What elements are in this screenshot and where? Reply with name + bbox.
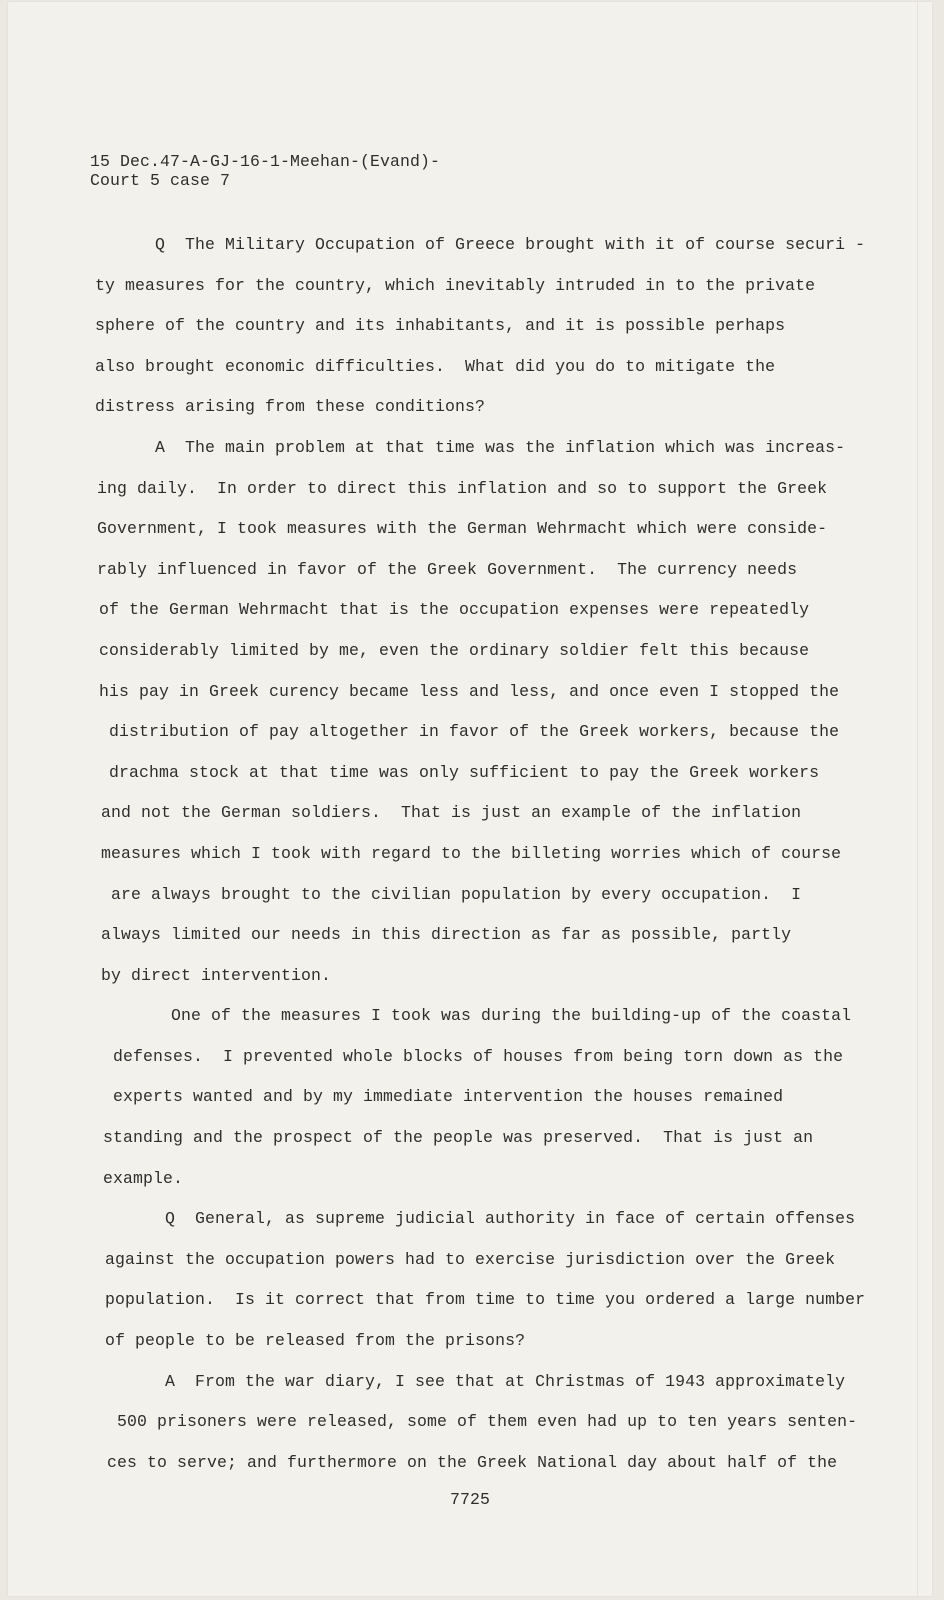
text-line: drachma stock at that time was only sufficient to pay the Greek workers xyxy=(99,762,820,782)
document-body xyxy=(95,235,895,1493)
text-line: and not the German soldiers. That is just an example of the inflation xyxy=(101,803,802,823)
text-line: also brought economic difficulties. What did you do to mitigate the xyxy=(95,356,776,376)
text-line: measures which I took with regard to the billeting worries which of course xyxy=(101,843,842,863)
text-line: standing and the prospect of the people was preserved. That is just an xyxy=(103,1128,814,1148)
header-court-line: Court 5 case 7 xyxy=(90,171,231,190)
text-line: ces to serve; and furthermore on the Greek National day about half of the xyxy=(107,1452,838,1472)
text-line: distress arising from these conditions? xyxy=(95,397,486,417)
document-header xyxy=(90,152,440,190)
text-line: are always brought to the civilian population by every occupation. I xyxy=(101,884,802,904)
text-line: Q General, as supreme judicial authority in face of certain offenses xyxy=(105,1209,856,1229)
text-line: of the German Wehrmacht that is the occupation expenses were repeatedly xyxy=(99,600,810,620)
text-line: Government, I took measures with the German Wehrmacht which were conside- xyxy=(97,519,828,539)
text-line: rably influenced in favor of the Greek Government. The currency needs xyxy=(97,559,798,579)
text-line: sphere of the country and its inhabitants, and it is possible perhaps xyxy=(95,316,786,336)
text-line: population. Is it correct that from time to time you ordered a large number xyxy=(105,1290,866,1310)
text-line: of people to be released from the prisons? xyxy=(105,1331,526,1351)
text-line: his pay in Greek curency became less and less, and once even I stopped the xyxy=(99,681,840,701)
document-page xyxy=(8,2,932,1596)
text-line: example. xyxy=(103,1168,184,1188)
text-line: A From the war diary, I see that at Christmas of 1943 approximately xyxy=(105,1371,846,1391)
text-line: by direct intervention. xyxy=(101,965,332,985)
text-line: considerably limited by me, even the ordinary soldier felt this because xyxy=(99,640,810,660)
text-line: ing daily. In order to direct this inflation and so to support the Greek xyxy=(97,478,828,498)
text-line: against the occupation powers had to exercise jurisdiction over the Greek xyxy=(105,1249,836,1269)
text-line: always limited our needs in this direction as far as possible, partly xyxy=(101,925,792,945)
page-number: 7725 xyxy=(449,1490,490,1509)
header-reference-line: 15 Dec.47-A-GJ-16-1-Meehan-(Evand)- xyxy=(90,152,441,171)
text-line: A The main problem at that time was the inflation which was increas- xyxy=(95,437,846,457)
text-line: distribution of pay altogether in favor of the Greek workers, because the xyxy=(99,722,840,742)
text-line: ty measures for the country, which inevitably intruded in to the private xyxy=(95,275,816,295)
text-line: defenses. I prevented whole blocks of houses from being torn down as the xyxy=(103,1046,844,1066)
text-line: One of the measures I took was during the building-up of the coastal xyxy=(101,1006,852,1026)
text-line: Q The Military Occupation of Greece brought with it of course securi - xyxy=(95,235,866,254)
text-line: 500 prisoners were released, some of them even had up to ten years senten- xyxy=(107,1412,858,1432)
text-line: experts wanted and by my immediate intervention the houses remained xyxy=(103,1087,784,1107)
